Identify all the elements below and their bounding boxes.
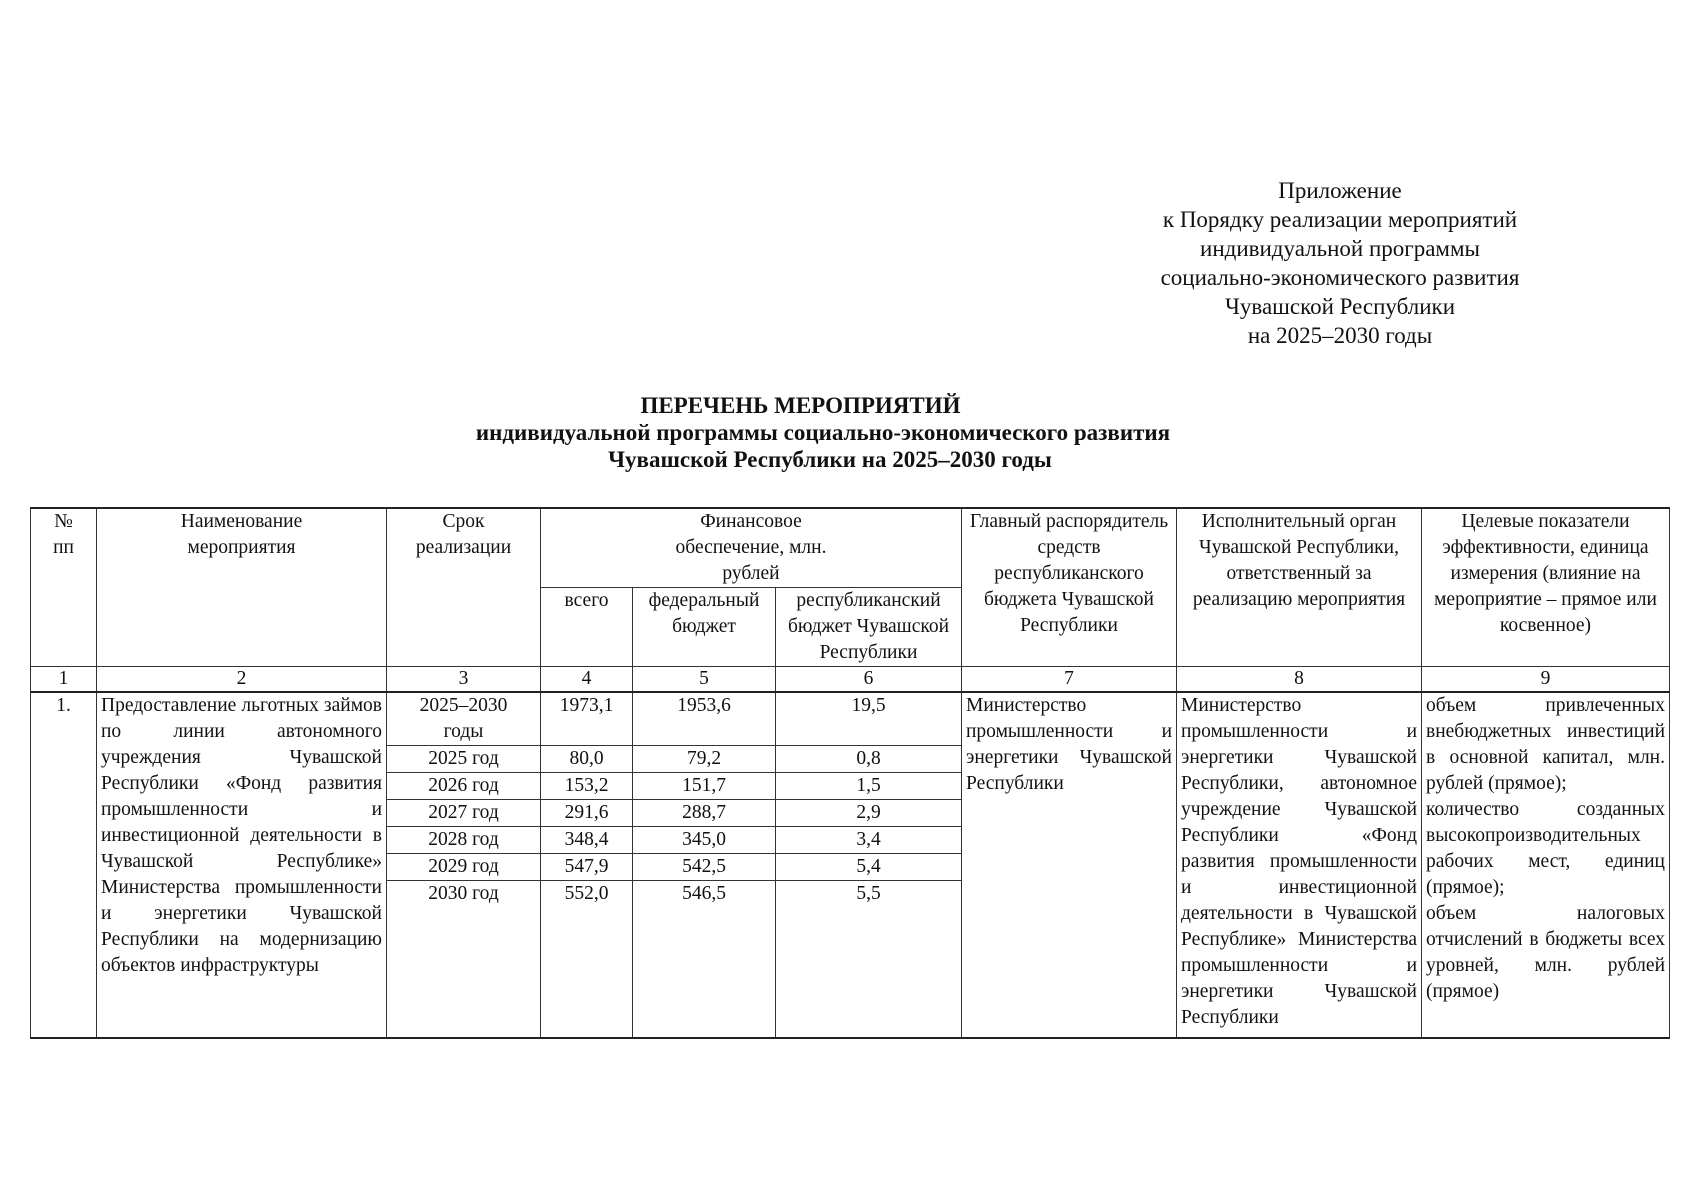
indicator-item: объем налоговых отчислений в бюджеты всех уровней, млн. рублей (прямое) [1426, 903, 1665, 1002]
republic-cell: 2,9 [776, 800, 962, 827]
republic-cell: 3,4 [776, 827, 962, 854]
republic-filler [776, 907, 962, 1038]
indicator-item: объем привлеченных внебюджетных инвестиций в основной капитал, млн. рублей (прямое); [1426, 695, 1665, 794]
appendix-block [1080, 176, 1600, 350]
header-republic: республиканский бюджет Чувашской Республики [776, 588, 962, 667]
federal-cell: 546,5 [633, 881, 776, 908]
column-number: 2 [97, 667, 387, 693]
federal-cell: 79,2 [633, 746, 776, 773]
federal-cell: 1953,6 [633, 692, 776, 746]
header-executor: Исполнительный орган Чувашской Республики, ответственный за реализацию мероприятия [1177, 508, 1422, 667]
federal-filler [633, 907, 776, 1038]
title-line-1: ПЕРЕЧЕНЬ МЕРОПРИЯТИЙ [640, 393, 961, 418]
indicator-item: количество созданных высокопроизводительных рабочих мест, единиц (прямое); [1426, 799, 1665, 898]
header-num: № пп [31, 508, 97, 667]
period-cell: 2030 год [387, 881, 541, 908]
column-number: 3 [387, 667, 541, 693]
period-cell: 2025 год [387, 746, 541, 773]
period-filler [387, 907, 541, 1038]
total-cell: 153,2 [541, 773, 633, 800]
row-number: 1. [31, 692, 97, 1038]
header-manager: Главный распорядитель средств республиканского бюджета Чувашской Республики [962, 508, 1177, 667]
column-number: 4 [541, 667, 633, 693]
header-finance: Финансовое обеспечение, млн. рублей [541, 508, 962, 588]
column-number: 6 [776, 667, 962, 693]
header-period: Срок реализации [387, 508, 541, 667]
measure-name: Предоставление льготных займов по линии автономного учреждения Чувашской Республики «Фонд развития промышленности и инвестиционной деятельности в Чувашской Республике» Министерства промышленности и энергетики Чувашской Республики на модернизацию объектов инфраструктуры [97, 692, 387, 1038]
title-line-3: Чувашской Республики на 2025–2030 годы [608, 447, 1052, 472]
document-title [0, 392, 1697, 473]
total-cell: 1973,1 [541, 692, 633, 746]
republic-cell: 5,4 [776, 854, 962, 881]
column-number: 9 [1422, 667, 1670, 693]
header-indicators: Целевые показатели эффективности, единица измерения (влияние на мероприятие – прямое или косвенное) [1422, 508, 1670, 667]
appendix-line: к Порядку реализации мероприятий [1162, 207, 1518, 232]
period-cell: 2029 год [387, 854, 541, 881]
appendix-line: социально-экономического развития [1160, 265, 1520, 290]
header-federal: федеральный бюджет [633, 588, 776, 667]
republic-cell: 0,8 [776, 746, 962, 773]
table-row [31, 692, 1670, 746]
title-line-2: индивидуальной программы социально-экономического развития [475, 420, 1171, 445]
executor: Министерство промышленности и энергетики Чувашской Республики, автономное учреждение Чувашской Республики «Фонд развития промышленности и инвестиционной деятельности в Чувашской Республике» Министерства промышленности и энергетики Чувашской Республики [1177, 692, 1422, 1038]
appendix-line: на 2025–2030 годы [1247, 323, 1433, 348]
republic-cell: 19,5 [776, 692, 962, 746]
total-cell: 348,4 [541, 827, 633, 854]
column-numbers-row [31, 667, 1670, 693]
column-number: 7 [962, 667, 1177, 693]
federal-cell: 151,7 [633, 773, 776, 800]
period-cell: 2028 год [387, 827, 541, 854]
period-cell: 2027 год [387, 800, 541, 827]
column-number: 5 [633, 667, 776, 693]
header-total: всего [541, 588, 633, 667]
period-cell: 2026 год [387, 773, 541, 800]
federal-cell: 288,7 [633, 800, 776, 827]
total-cell: 552,0 [541, 881, 633, 908]
indicators [1422, 692, 1670, 1038]
federal-cell: 542,5 [633, 854, 776, 881]
federal-cell: 345,0 [633, 827, 776, 854]
appendix-line: Приложение [1278, 178, 1402, 203]
total-cell: 547,9 [541, 854, 633, 881]
total-cell: 80,0 [541, 746, 633, 773]
total-filler [541, 907, 633, 1038]
column-number: 8 [1177, 667, 1422, 693]
period-cell: 2025–2030 годы [387, 692, 541, 746]
column-number: 1 [31, 667, 97, 693]
republic-cell: 5,5 [776, 881, 962, 908]
appendix-line: индивидуальной программы [1200, 236, 1480, 261]
header-name: Наименование мероприятия [97, 508, 387, 667]
measures-table [30, 507, 1670, 1039]
total-cell: 291,6 [541, 800, 633, 827]
republic-cell: 1,5 [776, 773, 962, 800]
budget-manager: Министерство промышленности и энергетики Чувашской Республики [962, 692, 1177, 1038]
appendix-line: Чувашской Республики [1224, 294, 1456, 319]
